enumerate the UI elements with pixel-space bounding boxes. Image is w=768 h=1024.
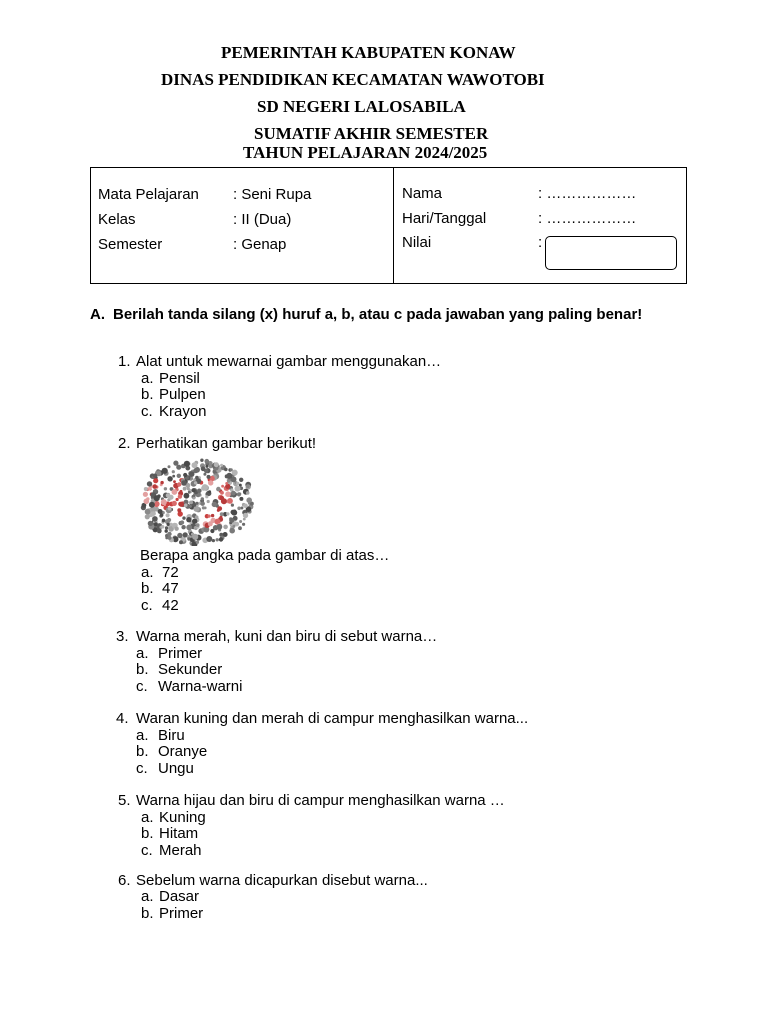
plate-dot	[207, 500, 210, 503]
plate-dot	[192, 519, 197, 524]
question-4-option-b-text: Oranye	[158, 743, 208, 760]
plate-dot	[220, 464, 223, 467]
question-6-text: Sebelum warna dicapurkan disebut warna...	[136, 872, 428, 889]
plate-dot	[189, 505, 192, 508]
plate-dot	[211, 514, 214, 517]
plate-dot	[197, 489, 202, 494]
question-3-number: 3.	[116, 628, 129, 645]
plate-dot	[179, 502, 184, 507]
question-4-option-c-letter[interactable]: c.	[136, 760, 148, 777]
question-1-option-b-text: Pulpen	[159, 386, 206, 403]
plate-dot	[236, 482, 239, 485]
question-5-text: Warna hijau dan biru di campur menghasilkan warna …	[136, 792, 505, 809]
semester-label: Semester	[98, 236, 163, 253]
identity-table	[90, 167, 687, 284]
question-2-text: Perhatikan gambar berikut!	[136, 435, 317, 452]
question-1-option-c-text: Krayon	[159, 403, 207, 420]
plate-dot	[231, 510, 237, 516]
plate-dot	[172, 489, 178, 495]
plate-dot	[168, 507, 172, 511]
question-3-text: Warna merah, kuni dan biru di sebut warna…	[136, 628, 438, 645]
plate-dot	[172, 501, 177, 506]
plate-dot	[145, 509, 151, 515]
score-box[interactable]	[545, 236, 677, 270]
plate-dot	[214, 462, 219, 467]
plate-dot	[176, 498, 179, 501]
header-government: PEMERINTAH KABUPATEN KONAW	[221, 43, 516, 62]
plate-dot	[178, 511, 183, 516]
question-3-option-b-letter[interactable]: b.	[136, 661, 149, 678]
plate-dot	[200, 501, 205, 506]
plate-dot	[192, 488, 196, 492]
plate-dot	[208, 515, 211, 518]
question-3-option-a-letter[interactable]: a.	[136, 645, 149, 662]
plate-dot	[204, 507, 207, 510]
name-label: Nama	[402, 185, 443, 202]
plate-dot	[173, 461, 178, 466]
question-5-option-c-letter[interactable]: c.	[141, 842, 153, 859]
plate-dot	[201, 497, 204, 500]
plate-dot	[181, 480, 187, 486]
plate-dot	[195, 476, 199, 480]
plate-dot	[243, 504, 248, 509]
plate-dot	[183, 487, 187, 491]
plate-dot	[239, 497, 243, 501]
question-1-option-c-letter[interactable]: c.	[141, 403, 153, 420]
question-5-option-a-letter[interactable]: a.	[141, 809, 154, 826]
plate-dot	[220, 491, 224, 495]
plate-dot	[182, 516, 185, 519]
plate-dot	[212, 539, 215, 542]
plate-dot	[154, 495, 160, 501]
question-1-text: Alat untuk mewarnai gambar menggunakan…	[136, 353, 442, 370]
plate-dot	[203, 473, 206, 476]
plate-dot	[193, 468, 198, 473]
question-6-option-b-text: Primer	[159, 905, 204, 922]
question-1-option-a-letter[interactable]: a.	[141, 370, 154, 387]
plate-dot	[196, 541, 199, 544]
plate-dot	[153, 474, 157, 478]
plate-dot	[172, 475, 175, 478]
plate-dot	[189, 501, 193, 505]
plate-dot	[208, 490, 211, 493]
question-2-option-b-text: 47	[162, 580, 179, 597]
plate-dot	[237, 507, 241, 511]
plate-dot	[239, 520, 242, 523]
plate-dot	[219, 537, 223, 541]
question-5-number: 5.	[118, 792, 131, 809]
plate-dot	[183, 473, 187, 477]
identity-divider	[393, 168, 394, 283]
plate-dot	[153, 478, 158, 483]
plate-dot	[246, 497, 252, 503]
plate-dot	[177, 482, 181, 486]
question-3-option-b-text: Sekunder	[158, 661, 223, 678]
plate-dot	[192, 462, 198, 468]
question-3-option-a-text: Primer	[158, 645, 203, 662]
plate-dot	[148, 521, 153, 526]
plate-dot	[177, 474, 181, 478]
plate-dot	[238, 492, 241, 495]
plate-dot	[192, 534, 198, 540]
plate-dot	[205, 459, 210, 464]
plate-dot	[220, 516, 223, 519]
plate-dot	[144, 499, 150, 505]
plate-dot	[217, 506, 222, 511]
question-4-text: Waran kuning dan merah di campur menghasilkan warna...	[136, 710, 529, 727]
plate-dot	[180, 520, 184, 524]
question-1-option-b-letter[interactable]: b.	[141, 386, 154, 403]
subject-value: : Seni Rupa	[233, 186, 312, 203]
subject-label: Mata Pelajaran	[98, 186, 199, 203]
plate-dot	[167, 476, 172, 481]
question-6-option-b-letter[interactable]: b.	[141, 905, 154, 922]
plate-dot	[172, 470, 175, 473]
score-label: Nilai	[402, 234, 432, 251]
plate-dot	[153, 484, 158, 489]
plate-dot	[189, 471, 195, 477]
plate-dot	[167, 536, 171, 540]
question-5-option-c-text: Merah	[159, 842, 202, 859]
plate-dot	[201, 466, 206, 471]
class-label: Kelas	[98, 211, 136, 228]
plate-dot	[232, 470, 238, 476]
plate-dot	[205, 495, 208, 498]
plate-dot	[208, 480, 213, 485]
plate-dot	[219, 496, 224, 501]
plate-dot	[157, 529, 162, 534]
plate-dot	[177, 508, 181, 512]
plate-dot	[223, 525, 228, 530]
plate-dot	[151, 511, 156, 516]
plate-dot	[213, 525, 218, 530]
plate-dot	[243, 513, 248, 518]
plate-dot	[246, 491, 250, 495]
plate-dot	[195, 515, 199, 519]
plate-dot	[227, 480, 230, 483]
question-3-option-c-letter[interactable]: c.	[136, 678, 148, 695]
plate-dot	[246, 484, 250, 488]
question-2-option-a-letter[interactable]: a.	[141, 564, 154, 581]
question-6-number: 6.	[118, 872, 131, 889]
plate-dot	[193, 506, 199, 512]
question-4-option-a-text: Biru	[158, 727, 185, 744]
plate-dot	[158, 509, 163, 514]
question-3-option-c-text: Warna-warni	[158, 678, 243, 695]
plate-dot	[165, 526, 168, 529]
question-4-number: 4.	[116, 710, 129, 727]
question-5-option-b-text: Hitam	[159, 825, 199, 842]
plate-dot	[143, 492, 148, 497]
plate-dot	[152, 516, 158, 522]
plate-dot	[164, 487, 167, 490]
plate-dot	[229, 518, 234, 523]
plate-dot	[165, 529, 168, 532]
question-4-option-a-letter[interactable]: a.	[136, 727, 149, 744]
section-a-text: Berilah tanda silang (x) huruf a, b, atau c pada jawaban yang paling benar!	[113, 306, 643, 323]
plate-dot	[162, 519, 166, 523]
question-2-option-c-text: 42	[162, 597, 179, 614]
plate-dot	[178, 494, 182, 498]
semester-value: : Genap	[233, 236, 287, 253]
plate-dot	[181, 525, 185, 529]
question-2-sub-question: Berapa angka pada gambar di atas…	[140, 547, 390, 564]
plate-dot	[232, 525, 235, 528]
plate-dot	[216, 538, 219, 541]
plate-dot	[225, 491, 231, 497]
question-2-option-b-letter[interactable]: b.	[141, 580, 154, 597]
plate-dot	[196, 523, 200, 527]
plate-dot	[192, 497, 195, 500]
question-4-option-c-text: Ungu	[158, 760, 194, 777]
question-1-number: 1.	[118, 353, 131, 370]
plate-dot	[193, 504, 196, 507]
question-2-number: 2.	[118, 435, 131, 452]
date-label: Hari/Tanggal	[402, 210, 487, 227]
plate-dot	[231, 491, 236, 496]
header-department: DINAS PENDIDIKAN KECAMATAN WAWOTOBI	[161, 70, 545, 89]
date-field[interactable]: : ………………	[538, 210, 637, 227]
plate-dot	[147, 481, 152, 486]
plate-dot	[160, 481, 163, 484]
plate-dot	[174, 527, 178, 531]
plate-dot	[149, 502, 155, 508]
plate-dot	[239, 484, 242, 487]
plate-dot	[188, 491, 191, 494]
plate-dot	[235, 486, 241, 492]
plate-dot	[144, 487, 148, 491]
question-1-option-a-text: Pensil	[159, 370, 200, 387]
plate-dot	[221, 485, 224, 488]
plate-dot	[186, 525, 192, 531]
plate-dot	[166, 493, 171, 498]
question-4-option-b-letter[interactable]: b.	[136, 743, 149, 760]
plate-dot	[194, 481, 197, 484]
question-2-option-a-text: 72	[162, 564, 179, 581]
question-5-option-a-text: Kuning	[159, 809, 206, 826]
question-6-option-a-text: Dasar	[159, 888, 200, 905]
score-colon: :	[538, 234, 543, 251]
plate-dot	[177, 533, 182, 538]
plate-dot	[216, 487, 221, 492]
plate-dot	[226, 512, 229, 515]
plate-dot	[206, 536, 212, 542]
plate-dot	[167, 532, 171, 536]
plate-dot	[167, 523, 170, 526]
plate-dot	[242, 523, 245, 526]
section-a-label: A.	[90, 306, 105, 323]
plate-dot	[184, 504, 187, 507]
question-5-option-b-letter[interactable]: b.	[141, 825, 154, 842]
name-field[interactable]: : ………………	[538, 185, 637, 202]
plate-dot	[208, 521, 213, 526]
question-2-option-c-letter[interactable]: c.	[141, 597, 153, 614]
plate-dot	[161, 525, 165, 529]
plate-dot	[231, 504, 234, 507]
plate-dot	[225, 482, 228, 485]
plate-dot	[167, 518, 171, 522]
plate-dot	[226, 473, 232, 479]
plate-dot	[224, 468, 228, 472]
plate-dot	[227, 498, 233, 504]
plate-dot	[179, 540, 183, 544]
class-value: : II (Dua)	[233, 211, 292, 228]
plate-dot	[212, 502, 217, 507]
plate-dot	[205, 465, 208, 468]
plate-dot	[238, 526, 242, 530]
plate-dot	[184, 461, 190, 467]
plate-dot	[180, 490, 183, 493]
plate-dot	[145, 514, 150, 519]
plate-dot	[184, 493, 190, 499]
header-school-year: TAHUN PELAJARAN 2024/2025	[243, 143, 488, 162]
plate-dot	[207, 475, 211, 479]
plate-dot	[229, 528, 235, 534]
plate-dot	[161, 499, 167, 505]
color-blind-test-image	[140, 458, 254, 546]
question-6-option-a-letter[interactable]: a.	[141, 888, 154, 905]
header-school: SD NEGERI LALOSABILA	[257, 97, 466, 116]
plate-dot	[201, 486, 206, 491]
plate-dot	[148, 487, 151, 490]
plate-dot	[186, 517, 191, 522]
plate-dot	[168, 465, 171, 468]
plate-dot	[239, 478, 243, 482]
header-exam-title: SUMATIF AKHIR SEMESTER	[254, 124, 489, 143]
plate-dot	[220, 512, 224, 516]
plate-dot	[173, 480, 176, 483]
plate-dot	[166, 513, 170, 517]
plate-dot	[200, 459, 203, 462]
